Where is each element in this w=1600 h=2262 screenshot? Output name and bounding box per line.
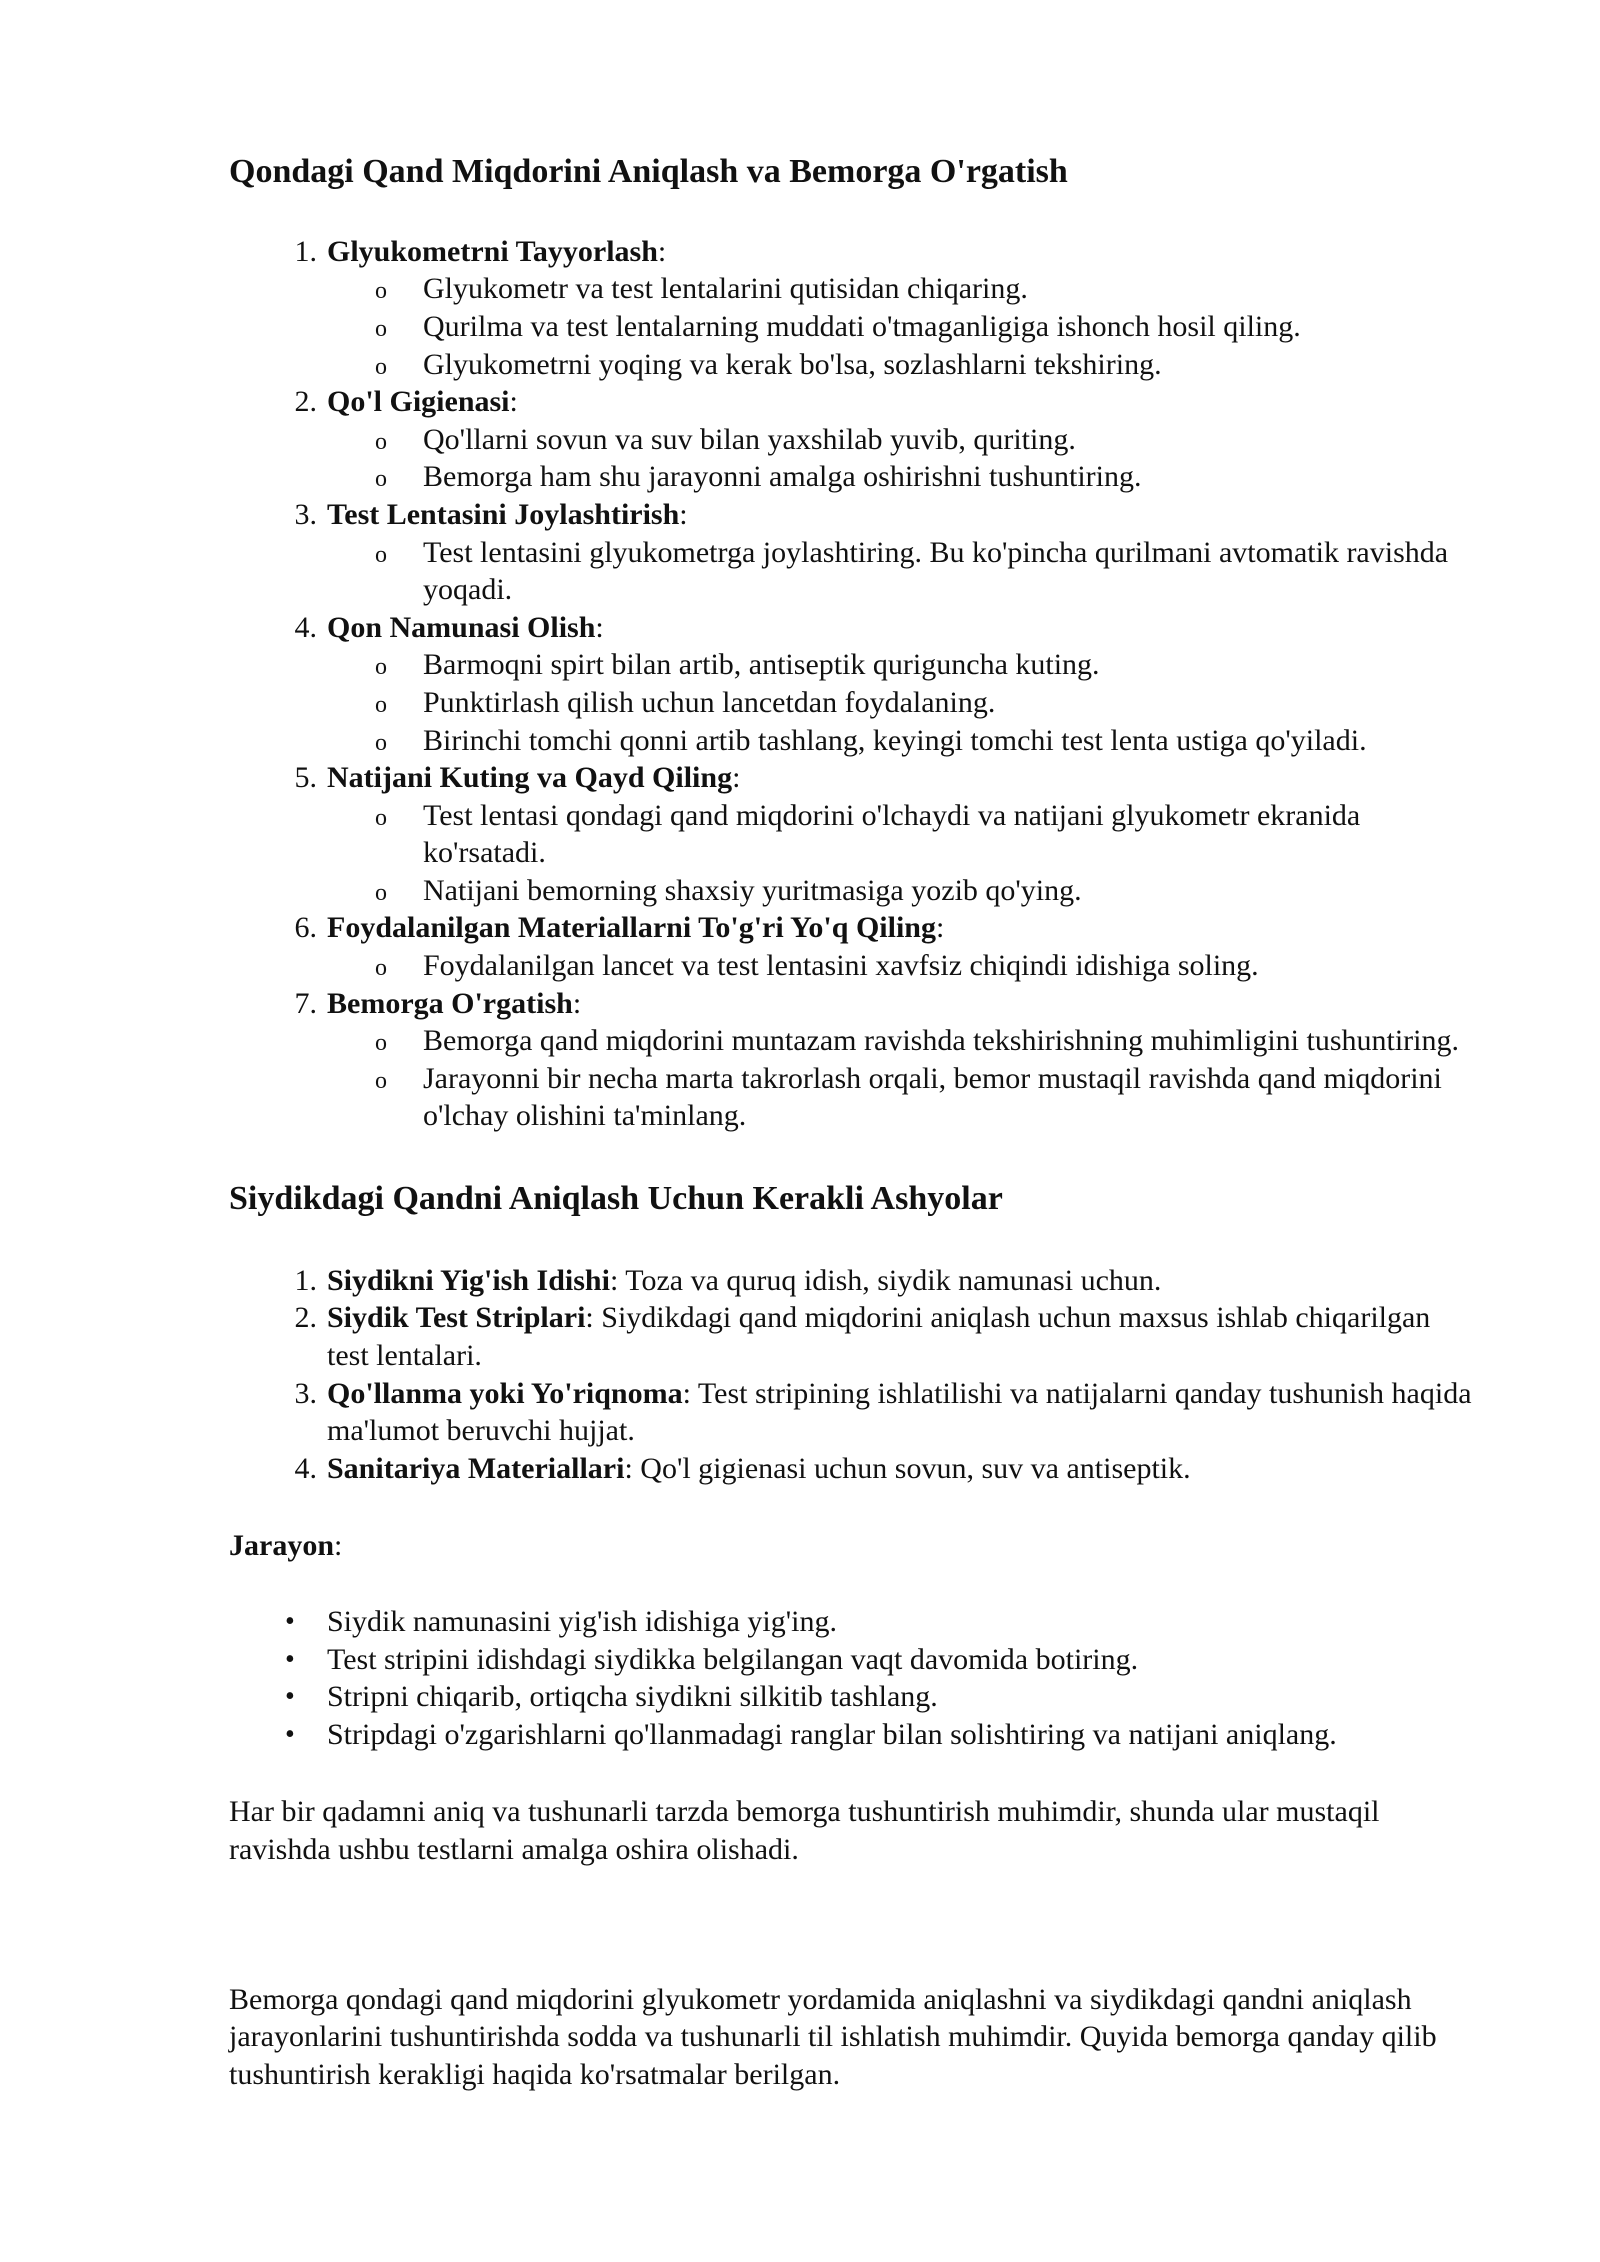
supply-number: 2. <box>294 1301 317 1335</box>
substep-text: Natijani bemorning shaxsiy yuritmasiga yozib qo'ying. <box>423 873 1082 907</box>
process-label-text: Jarayon <box>229 1529 334 1563</box>
substep-text: Punktirlash qilish uchun lancetdan foydalaning. <box>423 685 996 719</box>
process-step <box>229 1716 1479 1754</box>
step-number: 6. <box>294 911 317 945</box>
step-substeps <box>229 270 1479 383</box>
substep-bullet: o <box>375 466 387 493</box>
step-item <box>229 609 1479 759</box>
step-colon: : <box>595 610 604 644</box>
process-step-text: Siydik namunasini yig'ish idishiga yig'ing. <box>327 1605 837 1638</box>
step-item <box>229 383 1479 496</box>
step-substeps <box>229 534 1479 609</box>
process-step <box>229 1641 1479 1679</box>
step-substeps <box>229 947 1479 985</box>
step-item <box>229 985 1479 1135</box>
step-row <box>229 985 1479 1023</box>
supply-item <box>229 1375 1479 1450</box>
supply-description: : Toza va quruq idish, siydik namunasi uchun. <box>609 1263 1162 1297</box>
step-row <box>229 233 1479 271</box>
substep-text: Test lentasini glyukometrga joylashtiring. Bu ko'pincha qurilmani avtomatik ravishda yoqadi. <box>423 535 1449 607</box>
supply-description: : Qo'l gigienasi uchun sovun, suv va antiseptik. <box>624 1451 1191 1485</box>
substep-bullet: o <box>375 278 387 305</box>
process-step <box>229 1678 1479 1716</box>
step-colon: : <box>657 234 667 268</box>
section2-title: Siydikdagi Qandni Aniqlash Uchun Kerakli Ashyolar <box>229 1180 1003 1218</box>
process-bullet: • <box>285 1718 295 1750</box>
supply-term: Siydik Test Striplari <box>327 1301 586 1335</box>
urine-supplies-list <box>229 1262 1479 1488</box>
substep-bullet: o <box>375 353 387 380</box>
step-substeps <box>229 797 1479 910</box>
step-item <box>229 759 1479 909</box>
supply-term: Sanitariya Materiallari <box>327 1451 625 1485</box>
process-label <box>229 1527 1479 1565</box>
step-substeps <box>229 1022 1479 1135</box>
substep-text: Birinchi tomchi qonni artib tashlang, keyingi tomchi test lenta ustiga qo'yiladi. <box>423 723 1367 757</box>
substep-text: Bemorga qand miqdorini muntazam ravishda tekshirishning muhimligini tushuntiring. <box>423 1024 1459 1058</box>
closing-paragraph: Har bir qadamni aniq va tushunarli tarzda bemorga tushuntirish muhimdir, shunda ular mustaqil ravishda ushbu testlarni amalga oshira olishadi. <box>229 1795 1380 1866</box>
substep-bullet: o <box>375 428 387 455</box>
process-bullet: • <box>285 1643 295 1675</box>
substep-item <box>229 458 1479 496</box>
substep-bullet: o <box>375 955 387 982</box>
substep-item <box>229 872 1479 910</box>
substep-item <box>229 947 1479 985</box>
process-label-colon: : <box>334 1529 343 1563</box>
step-title: Qo'l Gigienasi <box>327 385 510 419</box>
substep-text: Glyukometr va test lentalarini qutisidan chiqaring. <box>423 272 1028 306</box>
step-colon: : <box>679 497 688 531</box>
supply-item <box>229 1450 1479 1488</box>
substep-bullet: o <box>375 879 387 906</box>
substep-text: Qo'llarni sovun va suv bilan yaxshilab yuvib, quriting. <box>423 422 1076 456</box>
substep-bullet: o <box>375 315 387 342</box>
substep-text: Foydalanilgan lancet va test lentasini xavfsiz chiqindi idishiga soling. <box>423 949 1259 983</box>
substep-item <box>229 722 1479 760</box>
substep-item <box>229 270 1479 308</box>
substep-bullet: o <box>375 541 387 568</box>
substep-bullet: o <box>375 1030 387 1057</box>
step-item <box>229 496 1479 609</box>
document-page <box>229 152 1479 2093</box>
supply-number: 4. <box>294 1451 317 1485</box>
process-step-text: Test stripini idishdagi siydikka belgilangan vaqt davomida botiring. <box>327 1642 1139 1676</box>
substep-bullet: o <box>375 654 387 681</box>
step-number: 1. <box>294 234 317 268</box>
supply-number: 1. <box>294 1263 317 1297</box>
step-number: 3. <box>294 497 317 531</box>
supply-term: Qo'llanma yoki Yo'riqnoma <box>327 1376 683 1410</box>
supply-item <box>229 1299 1479 1374</box>
step-title: Test Lentasini Joylashtirish <box>327 497 680 531</box>
substep-item <box>229 421 1479 459</box>
substep-text: Test lentasi qondagi qand miqdorini o'lchaydi va natijani glyukometr ekranida ko'rsatadi. <box>423 798 1361 870</box>
substep-text: Bemorga ham shu jarayonni amalga oshirishni tushuntiring. <box>423 460 1142 494</box>
glucometer-steps-list <box>229 233 1479 1135</box>
step-row <box>229 383 1479 421</box>
step-number: 5. <box>294 761 317 795</box>
substep-bullet: o <box>375 691 387 718</box>
step-colon: : <box>732 761 741 795</box>
footer-paragraph: Bemorga qondagi qand miqdorini glyukometr yordamida aniqlashni va siydikdagi qandni aniqlash jarayonlarini tushuntirishda sodda va tushunarli til ishlatish muhimdir. Quyida bemorga qanday qilib tushuntirish kerakligi haqida ko'rsatmalar berilgan. <box>229 1982 1437 2091</box>
supply-item <box>229 1262 1479 1300</box>
substep-item <box>229 1060 1479 1135</box>
step-title: Natijani Kuting va Qayd Qiling <box>327 761 733 795</box>
substep-bullet: o <box>375 1067 387 1094</box>
substep-item <box>229 534 1479 609</box>
substep-bullet: o <box>375 729 387 756</box>
substep-text: Barmoqni spirt bilan artib, antiseptik quriguncha kuting. <box>423 648 1100 682</box>
step-substeps <box>229 646 1479 759</box>
step-title: Foydalanilgan Materiallarni To'g'ri Yo'q Qiling <box>327 911 936 945</box>
step-number: 4. <box>294 610 317 644</box>
process-bullet: • <box>285 1606 295 1637</box>
substep-text: Qurilma va test lentalarning muddati o'tmaganligiga ishonch hosil qiling. <box>423 309 1301 343</box>
step-item <box>229 909 1479 984</box>
step-colon: : <box>572 986 582 1020</box>
process-bullet: • <box>285 1681 295 1713</box>
substep-item <box>229 684 1479 722</box>
step-substeps <box>229 421 1479 496</box>
step-item <box>229 233 1479 383</box>
step-number: 2. <box>294 385 317 419</box>
process-step-text: Stripdagi o'zgarishlarni qo'llanmadagi ranglar bilan solishtiring va natijani aniqlang. <box>327 1717 1337 1751</box>
step-row <box>229 496 1479 534</box>
step-row <box>229 609 1479 647</box>
supply-term: Siydikni Yig'ish Idishi <box>327 1263 610 1297</box>
supply-description: : Siydikdagi qand miqdorini aniqlash uchun maxsus ishlab chiqarilgan test lentalari. <box>327 1301 1431 1373</box>
process-bullet-list <box>229 1603 1479 1753</box>
step-colon: : <box>509 385 518 419</box>
step-number: 7. <box>294 986 317 1020</box>
substep-text: Glyukometrni yoqing va kerak bo'lsa, sozlashlarni tekshiring. <box>423 347 1162 381</box>
step-title: Glyukometrni Tayyorlash <box>327 234 658 268</box>
supply-description: : Test stripining ishlatilishi va natijalarni qanday tushunish haqida ma'lumot beruvchi hujjat. <box>327 1376 1472 1448</box>
supply-number: 3. <box>294 1376 317 1410</box>
substep-item <box>229 1022 1479 1060</box>
step-title: Bemorga O'rgatish <box>327 986 573 1020</box>
substep-item <box>229 308 1479 346</box>
substep-item <box>229 646 1479 684</box>
substep-bullet: o <box>375 804 387 831</box>
step-row <box>229 909 1479 947</box>
step-title: Qon Namunasi Olish <box>327 610 596 644</box>
substep-item <box>229 797 1479 872</box>
substep-item <box>229 346 1479 384</box>
process-step-text: Stripni chiqarib, ortiqcha siydikni silkitib tashlang. <box>327 1680 938 1714</box>
process-step <box>229 1603 1479 1641</box>
step-row <box>229 759 1479 797</box>
substep-text: Jarayonni bir necha marta takrorlash orqali, bemor mustaqil ravishda qand miqdorini o'lchay olishini ta'minlang. <box>423 1061 1442 1133</box>
step-colon: : <box>935 911 945 945</box>
section1-title: Qondagi Qand Miqdorini Aniqlash va Bemorga O'rgatish <box>229 153 1068 190</box>
